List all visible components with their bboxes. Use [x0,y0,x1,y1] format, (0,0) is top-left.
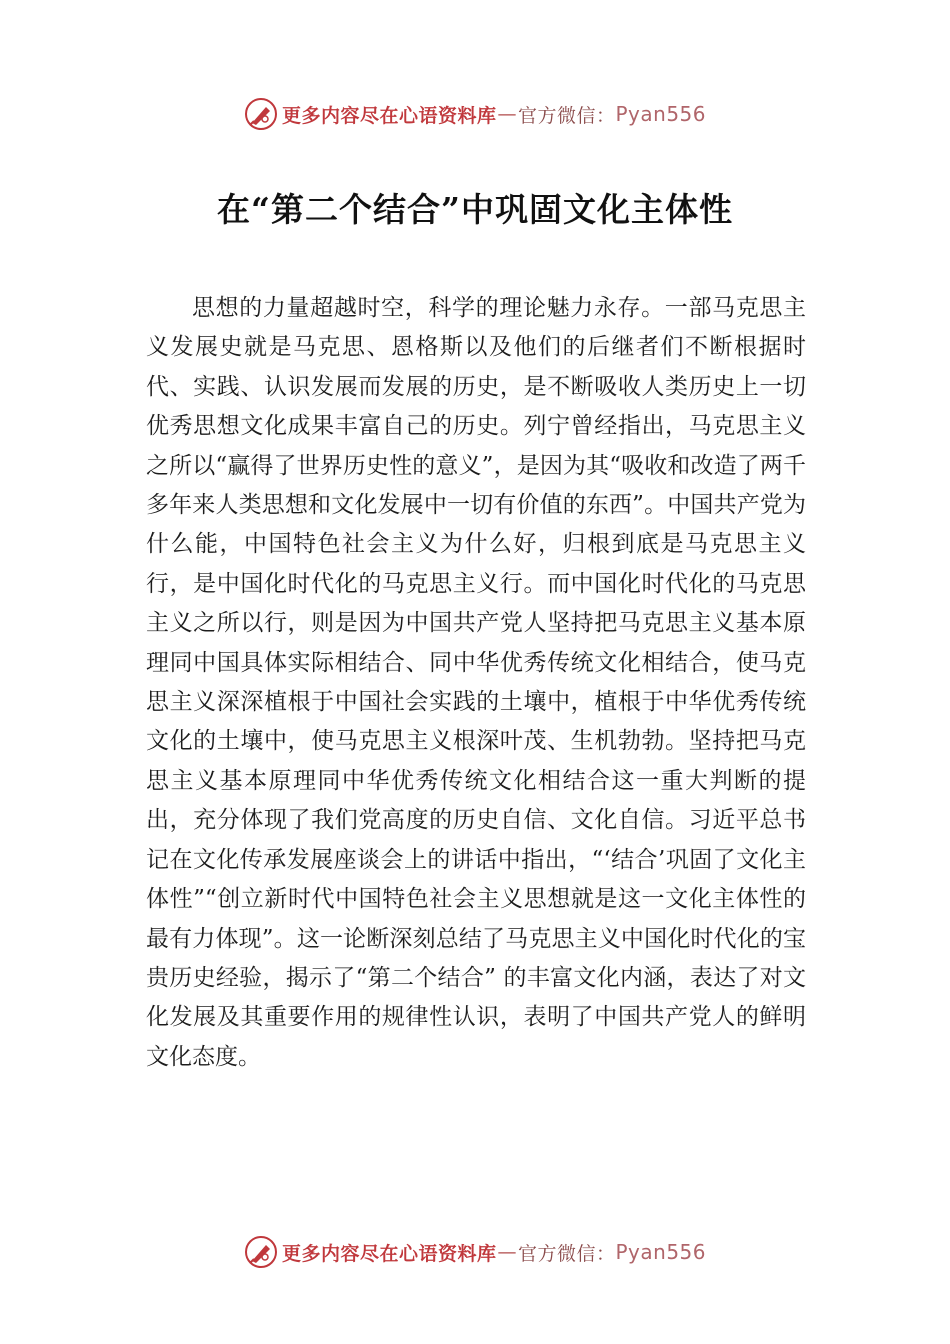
footer-banner [0,1234,950,1270]
banner-brand-text: 更多内容尽在心语资料库 [281,104,497,127]
banner-wechat-id: Pyan556 [615,1240,707,1264]
pen-nib-logo-icon [244,1235,278,1269]
header-banner [0,96,950,132]
banner-wechat-label: 官方微信： [517,104,616,127]
banner-wechat-label: 官方微信： [517,1242,616,1265]
banner-brand-text: 更多内容尽在心语资料库 [281,1242,497,1265]
banner-separator: — [497,103,517,125]
article-paragraph: 思想的力量超越时空，科学的理论魅力永存。一部马克思主义发展史就是马克思、恩格斯以及他们的后继者们不断根据时代、实践、认识发展而发展的历史，是不断吸收人类历史上一切优秀思想文化成果丰富自己的历史。列宁曾经指出，马克思主义之所以“赢得了世界历史性的意义”，是因为其“吸收和改造了两千多年来人类思想和文化发展中一切有价值的东西”。中国共产党为什么能，中国特色社会主义为什么好，归根到底是马克思主义行，是中国化时代化的马克思主义行。而中国化时代化的马克思主义之所以行，则是因为中国共产党人坚持把马克思主义基本原理同中国具体实际相结合、同中华优秀传统文化相结合，使马克思主义深深植根于中国社会实践的土壤中，植根于中华优秀传统文化的土壤中，使马克思主义根深叶茂、生机勃勃。坚持把马克思主义基本原理同中华优秀传统文化相结合这一重大判断的提出，充分体现了我们党高度的历史自信、文化自信。习近平总书记在文化传承发展座谈会上的讲话中指出，“‘结合’巩固了文化主体性”“创立新时代中国特色社会主义思想就是这一文化主体性的最有力体现”。这一论断深刻总结了马克思主义中国化时代化的宝贵历史经验，揭示了“第二个结合” 的丰富文化内涵，表达了对文化发展及其重要作用的规律性认识，表明了中国共产党人的鲜明文化态度。 [146,295,806,1070]
pen-nib-logo-icon [244,97,278,131]
banner-wechat-id: Pyan556 [615,102,707,126]
banner-separator: — [497,1241,517,1263]
article-title: 在“第二个结合”中巩固文化主体性 [217,190,733,229]
